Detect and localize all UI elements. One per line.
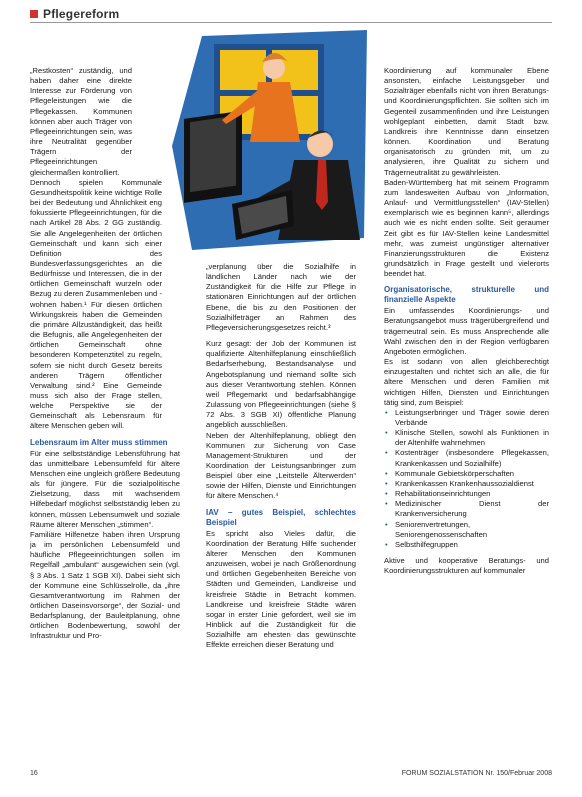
illustration-man-tie (316, 160, 328, 210)
illustration-office-workers (162, 26, 372, 258)
list-item: • Seniorenvertretungen, Seniorengenossenschaften (393, 520, 549, 540)
paragraph: Es ist sodann von allen gleichberechtigt einzugestalten und richtet sich an alle, die für ältere Menschen und deren Familien mit wichtigen Hilfen, Diensten und Einrichtungen tätig sind, zum Beispiel: (384, 357, 549, 407)
paragraph: Aktive und kooperative Beratungs- und Koordinierungsstrukturen auf kommunaler (384, 556, 549, 576)
paragraph: Familiäre Hilfenetze haben ihren Ursprung ja im persönlichen Lebensumfeld und häufliche Pflegeeinrichtungen sollen im Regelfall „ambulant“ ausgewichen sein (vgl. § 3 Abs. 1 Satz 1 SGB XI). Dabei sieht sich der Kommune eine Schlüsselrolle, da „ihre Gesamtverantwortung im Rahmen der örtlichen Daseinsvorsorge“, der Sozial- und Bedarfsplanung, der Bauleitplanung, ohne örtlichen Bodenbewertung, sowohl der Infrastruktur und Pro- (30, 529, 180, 641)
paragraph: Ein umfassendes Koordinierungs- und Beratungsangebot muss trägerübergreifend und trägerneutral sein. Es muss Ansprechende alle Wahl zwischen den in der Region verfügbaren Angeboten ermöglichen. (384, 306, 549, 356)
paragraph: Kurz gesagt: der Job der Kommunen ist qualifizierte Altenhilfeplanung einschließlich Bedarfserhebung, Bestandsanalyse und Angebotsplanung und niemand sollte sich aus dieser Verantwortung stehlen. Können weil Pflegemarkt und bedarfsabhängige Zulassung von Pflegeeinrichtungen (siehe § 72 Abs. 3 SGB XI) öffentliche Planung angeblich ausschließen. (206, 339, 356, 430)
page-number: 16 (30, 770, 38, 777)
subheading: Organisatorische, strukturelle und finanzielle Aspekte (384, 285, 549, 305)
list-item: • Kommunale Gebietskörperschaften (393, 469, 549, 479)
paragraph: Baden-Württemberg hat mit seinem Programm zum landesweiten Aufbau von „Information, Anlauf- und Vermittlungsstellen“ (IAV-Stellen) exemplarisch wie es beginnen kann⁵, allerdings auch wie es nicht enden sollte. Seit geraumer Zeit gibt es für IAV-Stellen keine Landesmittel mehr, was zumeist ungünstiger alternativer Finanzierungsstrukturen die Existenz grundsätzlich in Frage gestellt und vielerorts beendet hat. (384, 177, 549, 279)
subheading: Lebensraum im Alter muss stimmen (30, 437, 168, 447)
paragraph: Für eine selbstständige Lebensführung hat das unmittelbare Lebensumfeld für ältere Menschen eine ungleich größere Bedeutung als für jüngere. Für die sozialpolitische Zielsetzung, dass mit wachsendem Hilfebedarf möglichst selbstständig leben zu können, müssen Lebensumwelt und soziale Räume älterer Menschen „stimmen“. (30, 448, 180, 529)
list-item: • Leistungserbringer und Träger sowie deren Verbände (393, 408, 549, 428)
bullet-list (384, 408, 549, 550)
red-square-icon (30, 10, 38, 18)
list-item: • Medizinischer Dienst der Krankenversicherung (393, 499, 549, 519)
section-header (30, 6, 119, 22)
column-1 (30, 66, 180, 642)
publication-source: FORUM SOZIALSTATION Nr. 150/Februar 2008 (401, 770, 552, 777)
paragraph: Neben der Altenhilfeplanung, obliegt den Kommunen zur Sicherung von Case Management-Strukturen und der Koordination der Leistungsanbringer zum Beispiel über eine „Leitstelle Älterwerden“ sowie der Hilfen, Dienste und Einrichtungen für ältere Menschen.⁴ (206, 430, 356, 501)
list-item: • Selbsthilfegruppen (393, 540, 549, 550)
illustration-monitor-screen (190, 116, 236, 192)
header-rule (30, 22, 552, 23)
illustration-man-head (307, 131, 333, 157)
list-item: • Krankenkassen Krankenhaussozialdienst (393, 479, 549, 489)
list-item: • Rehabilitationseinrichtungen (393, 489, 549, 499)
paragraph: Dennoch spielen Kommunale Gesundheitspolitik keine wichtige Rolle bei der Bedeutung und Ähnlichkeit eng fokussierte Pflegeeinrichtungen, für die nach Artikel 28 Abs. 2 GG zuständig. Sie alle Angelegenheiten der örtlichen Gemeinschaft und kann sich einer Definition des Bundesverfassungsgerichtes an die Bedürfnisse und Interessen, die in der örtlichen Gemeinschaft wurzeln oder Bezug zu deren Zusammenleben und -wohnen haben.¹ Für diesen örtlichen Wirkungskreis haben die Gemeinden die primäre Allzuständigkeit, das heißt die Befugnis, alle Angelegenheiten der örtlichen Gemeinschaft ohne besonderen Kompetenztitel zu regeln, sofern sie nicht durch Gesetz bereits anderen Trägern öffentlicher Verwaltung sind.² Eine Gemeinde muss sich also der Frage stellen, welche Perspektive sie der Gemeinschaft als Lebensraum für ältere Menschen geben will. (30, 177, 162, 431)
list-item: • Klinische Stellen, sowohl als Funktionen in der Altenhilfe wahrnehmen (393, 428, 549, 448)
paragraph: „Restkosten“ zuständig, und haben daher eine direkte Interesse zur Förderung von Pflegeleistungen wie die Pflegekassen. Kommunen können aber auch Träger von Pflegeeinrichtungen sein, was ihre Neutralität gegenüber Trägern der Pflegeeinrichtungen gleichermaßen kontrolliert. (30, 66, 132, 177)
paragraph: Es spricht also Vieles dafür, die Koordination der Beratung Hilfe suchender älterer Menschen den Kommunen anzuweisen, wobei je nach Größenordnung und örtlichen Gegebenheiten Bereiche von Städten und Gemeinden, Landkreise und kreisfreie Städte in Betracht kommen. Landkreise und kreisfreie Städte wären sogar in erster Linie gefordert, weil sie im Hinblick auf die Zuständigkeit für die Sozialhilfe am ehesten das gewünschte Effekte erreichen dieser Beratung und (206, 528, 356, 650)
subheading: IAV – gutes Beispiel, schlechtes Beispiel (206, 507, 356, 527)
paragraph: Koordinierung auf kommunaler Ebene ansonsten, einfache Leistungsgeber und Sozialträger ebenfalls nicht von ihren Beratungs- und Koordinierungspflichten. Sie sollten sich im Gegenteil zusammenfinden und ihre Leistungen wohlgeplant einbetten, damit Stadt bzw. Landkreis ihre Kenntnisse dann einsetzen können. Koordination und Beratung organisatorisch zu gründen mit, um zu analysieren, ihre Qualität zu sichern und Trägerneutralität zu gewährleisten. (384, 66, 549, 177)
column-2 (206, 262, 356, 650)
list-item: • Kostenträger (insbesondere Pflegekassen, Krankenkassen und Sozialhilfe) (393, 448, 549, 468)
paragraph: „verplanung über die Sozialhilfe in ländlichen Länder nach wie der Zuständigkeit für die Hilfe zur Pflege in stationären Einrichtungen auf der örtlichen Ebene, die bis zu den Positionen der Sozialhilfeträger an Rahmen des Pflegeversicherungsgesetzes reicht.³ (206, 262, 356, 332)
section-title: Pflegereform (43, 7, 120, 21)
column-3 (384, 66, 549, 576)
